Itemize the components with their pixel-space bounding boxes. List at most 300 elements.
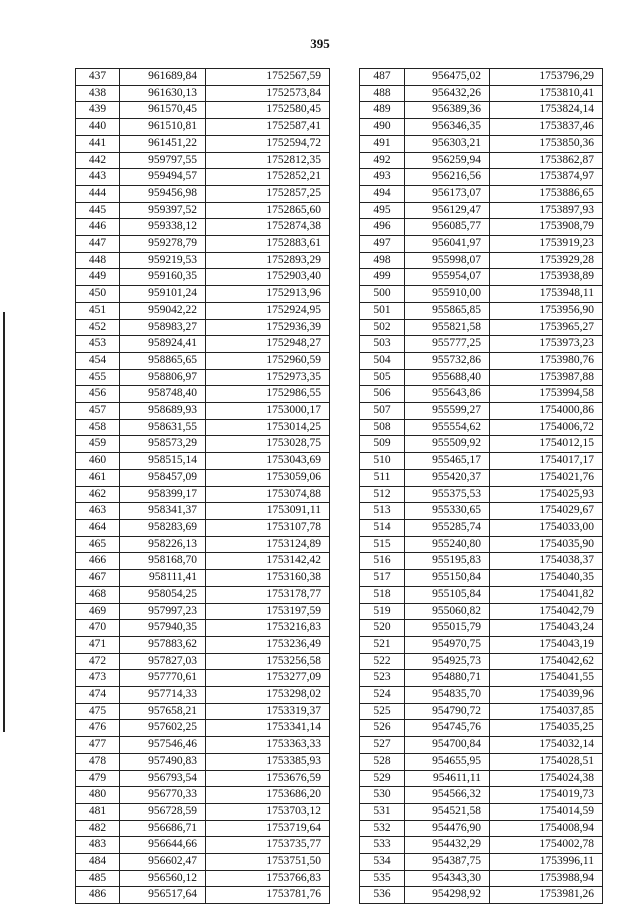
y-coordinate-cell: 1753735,77	[206, 837, 330, 854]
x-coordinate-cell: 955599,27	[405, 403, 490, 420]
x-coordinate-cell: 955688,40	[405, 369, 490, 386]
x-coordinate-cell: 958226,13	[120, 536, 206, 553]
y-coordinate-cell: 1754012,15	[490, 436, 603, 453]
y-coordinate-cell: 1753919,23	[490, 236, 603, 253]
table-row	[76, 837, 330, 854]
table-row	[76, 553, 330, 570]
point-number-cell: 477	[76, 737, 120, 754]
x-coordinate-cell: 956517,64	[120, 887, 206, 904]
x-coordinate-cell: 955554,62	[405, 419, 490, 436]
y-coordinate-cell: 1753980,76	[490, 352, 603, 369]
x-coordinate-cell: 961570,45	[120, 102, 206, 119]
y-coordinate-cell: 1753973,23	[490, 336, 603, 353]
y-coordinate-cell: 1754042,79	[490, 603, 603, 620]
point-number-cell: 443	[76, 169, 120, 186]
table-row	[360, 85, 603, 102]
y-coordinate-cell: 1752936,39	[206, 319, 330, 336]
table-row	[76, 202, 330, 219]
y-coordinate-cell: 1753781,76	[206, 887, 330, 904]
x-coordinate-cell: 957940,35	[120, 620, 206, 637]
table-row	[76, 236, 330, 253]
x-coordinate-cell: 957997,23	[120, 603, 206, 620]
point-number-cell: 505	[360, 369, 405, 386]
table-row	[360, 102, 603, 119]
point-number-cell: 512	[360, 486, 405, 503]
x-coordinate-cell: 961451,22	[120, 135, 206, 152]
table-row	[76, 737, 330, 754]
point-number-cell: 483	[76, 837, 120, 854]
y-coordinate-cell: 1753994,58	[490, 386, 603, 403]
point-number-cell: 493	[360, 169, 405, 186]
point-number-cell: 446	[76, 219, 120, 236]
point-number-cell: 511	[360, 469, 405, 486]
x-coordinate-cell: 959456,98	[120, 185, 206, 202]
y-coordinate-cell: 1754038,37	[490, 553, 603, 570]
table-row	[360, 536, 603, 553]
point-number-cell: 535	[360, 870, 405, 887]
table-row	[360, 553, 603, 570]
x-coordinate-cell: 956129,47	[405, 202, 490, 219]
x-coordinate-cell: 956602,47	[120, 854, 206, 871]
point-number-cell: 482	[76, 820, 120, 837]
x-coordinate-cell: 956303,21	[405, 135, 490, 152]
x-coordinate-cell: 956085,77	[405, 219, 490, 236]
x-coordinate-cell: 955509,92	[405, 436, 490, 453]
y-coordinate-cell: 1753160,38	[206, 570, 330, 587]
x-coordinate-cell: 954790,72	[405, 703, 490, 720]
point-number-cell: 520	[360, 620, 405, 637]
x-coordinate-cell: 956686,71	[120, 820, 206, 837]
table-row	[360, 469, 603, 486]
y-coordinate-cell: 1753751,50	[206, 854, 330, 871]
y-coordinate-cell: 1752924,95	[206, 302, 330, 319]
x-coordinate-cell: 955420,37	[405, 469, 490, 486]
point-number-cell: 502	[360, 319, 405, 336]
table-row	[76, 636, 330, 653]
table-row	[76, 770, 330, 787]
table-row	[360, 436, 603, 453]
y-coordinate-cell: 1752903,40	[206, 269, 330, 286]
table-row	[76, 787, 330, 804]
point-number-cell: 501	[360, 302, 405, 319]
x-coordinate-cell: 959042,22	[120, 302, 206, 319]
table-row	[76, 185, 330, 202]
x-coordinate-cell: 958865,65	[120, 352, 206, 369]
y-coordinate-cell: 1754039,96	[490, 687, 603, 704]
y-coordinate-cell: 1753837,46	[490, 119, 603, 136]
table-row	[76, 302, 330, 319]
point-number-cell: 448	[76, 252, 120, 269]
table-row	[360, 419, 603, 436]
table-row	[76, 419, 330, 436]
y-coordinate-cell: 1753216,83	[206, 620, 330, 637]
x-coordinate-cell: 954970,75	[405, 636, 490, 653]
point-number-cell: 457	[76, 403, 120, 420]
x-coordinate-cell: 957658,21	[120, 703, 206, 720]
point-number-cell: 470	[76, 620, 120, 637]
y-coordinate-cell: 1752913,96	[206, 286, 330, 303]
point-number-cell: 439	[76, 102, 120, 119]
table-row	[360, 519, 603, 536]
point-number-cell: 518	[360, 586, 405, 603]
table-row	[76, 486, 330, 503]
y-coordinate-cell: 1753703,12	[206, 803, 330, 820]
x-coordinate-cell: 954343,30	[405, 870, 490, 887]
x-coordinate-cell: 958054,25	[120, 586, 206, 603]
y-coordinate-cell: 1754019,73	[490, 787, 603, 804]
table-row	[360, 202, 603, 219]
point-number-cell: 522	[360, 653, 405, 670]
y-coordinate-cell: 1754017,17	[490, 453, 603, 470]
x-coordinate-cell: 957770,61	[120, 670, 206, 687]
point-number-cell: 508	[360, 419, 405, 436]
coordinates-table-left	[75, 68, 330, 904]
table-row	[76, 219, 330, 236]
y-coordinate-cell: 1753178,77	[206, 586, 330, 603]
point-number-cell: 531	[360, 803, 405, 820]
y-coordinate-cell: 1753956,90	[490, 302, 603, 319]
y-coordinate-cell: 1753686,20	[206, 787, 330, 804]
y-coordinate-cell: 1752973,35	[206, 369, 330, 386]
y-coordinate-cell: 1753236,49	[206, 636, 330, 653]
table-row	[76, 252, 330, 269]
x-coordinate-cell: 954611,11	[405, 770, 490, 787]
table-row	[360, 753, 603, 770]
table-row	[360, 453, 603, 470]
table-row	[76, 887, 330, 904]
x-coordinate-cell: 955954,07	[405, 269, 490, 286]
x-coordinate-cell: 955105,84	[405, 586, 490, 603]
y-coordinate-cell: 1753897,93	[490, 202, 603, 219]
x-coordinate-cell: 954387,75	[405, 854, 490, 871]
point-number-cell: 471	[76, 636, 120, 653]
point-number-cell: 526	[360, 720, 405, 737]
y-coordinate-cell: 1753929,28	[490, 252, 603, 269]
table-row	[360, 586, 603, 603]
table-row	[76, 653, 330, 670]
point-number-cell: 509	[360, 436, 405, 453]
table-row	[360, 787, 603, 804]
table-row	[76, 386, 330, 403]
table-row	[76, 620, 330, 637]
x-coordinate-cell: 958748,40	[120, 386, 206, 403]
table-row	[76, 570, 330, 587]
y-coordinate-cell: 1752874,38	[206, 219, 330, 236]
y-coordinate-cell: 1753850,36	[490, 135, 603, 152]
point-number-cell: 524	[360, 687, 405, 704]
point-number-cell: 479	[76, 770, 120, 787]
table-row	[76, 135, 330, 152]
y-coordinate-cell: 1753028,75	[206, 436, 330, 453]
y-coordinate-cell: 1753874,97	[490, 169, 603, 186]
table-row	[360, 252, 603, 269]
y-coordinate-cell: 1754006,72	[490, 419, 603, 436]
x-coordinate-cell: 958631,55	[120, 419, 206, 436]
table-row	[360, 403, 603, 420]
table-row	[76, 69, 330, 86]
point-number-cell: 467	[76, 570, 120, 587]
y-coordinate-cell: 1754035,25	[490, 720, 603, 737]
y-coordinate-cell: 1753385,93	[206, 753, 330, 770]
table-row	[360, 386, 603, 403]
table-row	[76, 687, 330, 704]
x-coordinate-cell: 958689,93	[120, 403, 206, 420]
point-number-cell: 485	[76, 870, 120, 887]
x-coordinate-cell: 955015,79	[405, 620, 490, 637]
point-number-cell: 447	[76, 236, 120, 253]
point-number-cell: 487	[360, 69, 405, 86]
point-number-cell: 491	[360, 135, 405, 152]
table-row	[360, 236, 603, 253]
y-coordinate-cell: 1753298,02	[206, 687, 330, 704]
point-number-cell: 519	[360, 603, 405, 620]
x-coordinate-cell: 958168,70	[120, 553, 206, 570]
table-row	[76, 753, 330, 770]
x-coordinate-cell: 958283,69	[120, 519, 206, 536]
table-row	[360, 653, 603, 670]
y-coordinate-cell: 1752580,45	[206, 102, 330, 119]
point-number-cell: 488	[360, 85, 405, 102]
y-coordinate-cell: 1753810,41	[490, 85, 603, 102]
table-row	[76, 102, 330, 119]
point-number-cell: 497	[360, 236, 405, 253]
y-coordinate-cell: 1754002,78	[490, 837, 603, 854]
table-row	[76, 319, 330, 336]
y-coordinate-cell: 1753988,94	[490, 870, 603, 887]
point-number-cell: 456	[76, 386, 120, 403]
point-number-cell: 441	[76, 135, 120, 152]
table-row	[76, 469, 330, 486]
x-coordinate-cell: 954700,84	[405, 737, 490, 754]
y-coordinate-cell: 1754000,86	[490, 403, 603, 420]
y-coordinate-cell: 1752883,61	[206, 236, 330, 253]
y-coordinate-cell: 1753719,64	[206, 820, 330, 837]
point-number-cell: 478	[76, 753, 120, 770]
point-number-cell: 504	[360, 352, 405, 369]
point-number-cell: 533	[360, 837, 405, 854]
x-coordinate-cell: 959397,52	[120, 202, 206, 219]
point-number-cell: 455	[76, 369, 120, 386]
point-number-cell: 529	[360, 770, 405, 787]
y-coordinate-cell: 1754021,76	[490, 469, 603, 486]
x-coordinate-cell: 958399,17	[120, 486, 206, 503]
table-row	[76, 519, 330, 536]
table-row	[76, 119, 330, 136]
x-coordinate-cell: 955330,65	[405, 503, 490, 520]
y-coordinate-cell: 1754041,82	[490, 586, 603, 603]
y-coordinate-cell: 1752865,60	[206, 202, 330, 219]
table-row	[76, 352, 330, 369]
x-coordinate-cell: 959494,57	[120, 169, 206, 186]
x-coordinate-cell: 959101,24	[120, 286, 206, 303]
table-row	[360, 737, 603, 754]
point-number-cell: 476	[76, 720, 120, 737]
point-number-cell: 492	[360, 152, 405, 169]
y-coordinate-cell: 1753363,33	[206, 737, 330, 754]
point-number-cell: 494	[360, 185, 405, 202]
x-coordinate-cell: 958111,41	[120, 570, 206, 587]
x-coordinate-cell: 954835,70	[405, 687, 490, 704]
y-coordinate-cell: 1753996,11	[490, 854, 603, 871]
y-coordinate-cell: 1753766,83	[206, 870, 330, 887]
point-number-cell: 475	[76, 703, 120, 720]
y-coordinate-cell: 1752594,72	[206, 135, 330, 152]
point-number-cell: 481	[76, 803, 120, 820]
y-coordinate-cell: 1753043,69	[206, 453, 330, 470]
table-row	[360, 870, 603, 887]
point-number-cell: 465	[76, 536, 120, 553]
point-number-cell: 534	[360, 854, 405, 871]
x-coordinate-cell: 956346,35	[405, 119, 490, 136]
table-row	[360, 135, 603, 152]
x-coordinate-cell: 955998,07	[405, 252, 490, 269]
y-coordinate-cell: 1754042,62	[490, 653, 603, 670]
y-coordinate-cell: 1754029,67	[490, 503, 603, 520]
x-coordinate-cell: 954298,92	[405, 887, 490, 904]
y-coordinate-cell: 1753124,89	[206, 536, 330, 553]
table-row	[76, 703, 330, 720]
table-row	[76, 403, 330, 420]
point-number-cell: 449	[76, 269, 120, 286]
margin-rule	[3, 312, 5, 732]
y-coordinate-cell: 1752960,59	[206, 352, 330, 369]
table-row	[76, 870, 330, 887]
x-coordinate-cell: 954925,73	[405, 653, 490, 670]
table-row	[360, 152, 603, 169]
table-row	[360, 720, 603, 737]
y-coordinate-cell: 1753987,88	[490, 369, 603, 386]
point-number-cell: 500	[360, 286, 405, 303]
table-row	[360, 119, 603, 136]
table-row	[76, 603, 330, 620]
table-row	[76, 436, 330, 453]
table-row	[360, 352, 603, 369]
x-coordinate-cell: 958457,09	[120, 469, 206, 486]
table-row	[360, 620, 603, 637]
table-row	[76, 536, 330, 553]
point-number-cell: 464	[76, 519, 120, 536]
x-coordinate-cell: 954880,71	[405, 670, 490, 687]
y-coordinate-cell: 1754033,00	[490, 519, 603, 536]
x-coordinate-cell: 958341,37	[120, 503, 206, 520]
point-number-cell: 460	[76, 453, 120, 470]
point-number-cell: 495	[360, 202, 405, 219]
coordinates-table-right	[359, 68, 603, 904]
x-coordinate-cell: 956770,33	[120, 787, 206, 804]
x-coordinate-cell: 958515,14	[120, 453, 206, 470]
page-number: 395	[310, 36, 330, 51]
x-coordinate-cell: 956041,97	[405, 236, 490, 253]
point-number-cell: 474	[76, 687, 120, 704]
table-row	[76, 85, 330, 102]
point-number-cell: 440	[76, 119, 120, 136]
table-row	[360, 169, 603, 186]
table-row	[360, 603, 603, 620]
x-coordinate-cell: 956432,26	[405, 85, 490, 102]
x-coordinate-cell: 956216,56	[405, 169, 490, 186]
x-coordinate-cell: 958573,29	[120, 436, 206, 453]
x-coordinate-cell: 955465,17	[405, 453, 490, 470]
y-coordinate-cell: 1753000,17	[206, 403, 330, 420]
point-number-cell: 507	[360, 403, 405, 420]
x-coordinate-cell: 955777,25	[405, 336, 490, 353]
x-coordinate-cell: 956793,54	[120, 770, 206, 787]
y-coordinate-cell: 1752587,41	[206, 119, 330, 136]
table-row	[360, 670, 603, 687]
point-number-cell: 466	[76, 553, 120, 570]
table-row	[76, 854, 330, 871]
table-row	[76, 720, 330, 737]
y-coordinate-cell: 1754041,55	[490, 670, 603, 687]
point-number-cell: 527	[360, 737, 405, 754]
y-coordinate-cell: 1753091,11	[206, 503, 330, 520]
y-coordinate-cell: 1753014,25	[206, 419, 330, 436]
x-coordinate-cell: 957883,62	[120, 636, 206, 653]
point-number-cell: 498	[360, 252, 405, 269]
point-number-cell: 536	[360, 887, 405, 904]
x-coordinate-cell: 961689,84	[120, 69, 206, 86]
y-coordinate-cell: 1752852,21	[206, 169, 330, 186]
x-coordinate-cell: 959338,12	[120, 219, 206, 236]
y-coordinate-cell: 1754040,35	[490, 570, 603, 587]
y-coordinate-cell: 1754043,19	[490, 636, 603, 653]
x-coordinate-cell: 957827,03	[120, 653, 206, 670]
table-row	[360, 636, 603, 653]
table-row	[360, 185, 603, 202]
point-number-cell: 521	[360, 636, 405, 653]
y-coordinate-cell: 1753107,78	[206, 519, 330, 536]
point-number-cell: 489	[360, 102, 405, 119]
x-coordinate-cell: 956644,66	[120, 837, 206, 854]
y-coordinate-cell: 1753981,26	[490, 887, 603, 904]
x-coordinate-cell: 957490,83	[120, 753, 206, 770]
y-coordinate-cell: 1753824,14	[490, 102, 603, 119]
x-coordinate-cell: 959160,35	[120, 269, 206, 286]
y-coordinate-cell: 1753676,59	[206, 770, 330, 787]
y-coordinate-cell: 1752948,27	[206, 336, 330, 353]
table-row	[76, 286, 330, 303]
point-number-cell: 517	[360, 570, 405, 587]
y-coordinate-cell: 1752573,84	[206, 85, 330, 102]
x-coordinate-cell: 956475,02	[405, 69, 490, 86]
table-row	[76, 820, 330, 837]
point-number-cell: 480	[76, 787, 120, 804]
point-number-cell: 503	[360, 336, 405, 353]
y-coordinate-cell: 1753074,88	[206, 486, 330, 503]
point-number-cell: 463	[76, 503, 120, 520]
y-coordinate-cell: 1753197,59	[206, 603, 330, 620]
point-number-cell: 506	[360, 386, 405, 403]
point-number-cell: 469	[76, 603, 120, 620]
table-row	[360, 269, 603, 286]
x-coordinate-cell: 957602,25	[120, 720, 206, 737]
y-coordinate-cell: 1753965,27	[490, 319, 603, 336]
table-row	[360, 687, 603, 704]
point-number-cell: 452	[76, 319, 120, 336]
x-coordinate-cell: 955195,83	[405, 553, 490, 570]
y-coordinate-cell: 1752567,59	[206, 69, 330, 86]
point-number-cell: 444	[76, 185, 120, 202]
x-coordinate-cell: 955910,00	[405, 286, 490, 303]
point-number-cell: 499	[360, 269, 405, 286]
table-row	[360, 887, 603, 904]
x-coordinate-cell: 958924,41	[120, 336, 206, 353]
x-coordinate-cell: 955821,58	[405, 319, 490, 336]
x-coordinate-cell: 955240,80	[405, 536, 490, 553]
y-coordinate-cell: 1753862,87	[490, 152, 603, 169]
table-row	[360, 369, 603, 386]
table-row	[76, 269, 330, 286]
